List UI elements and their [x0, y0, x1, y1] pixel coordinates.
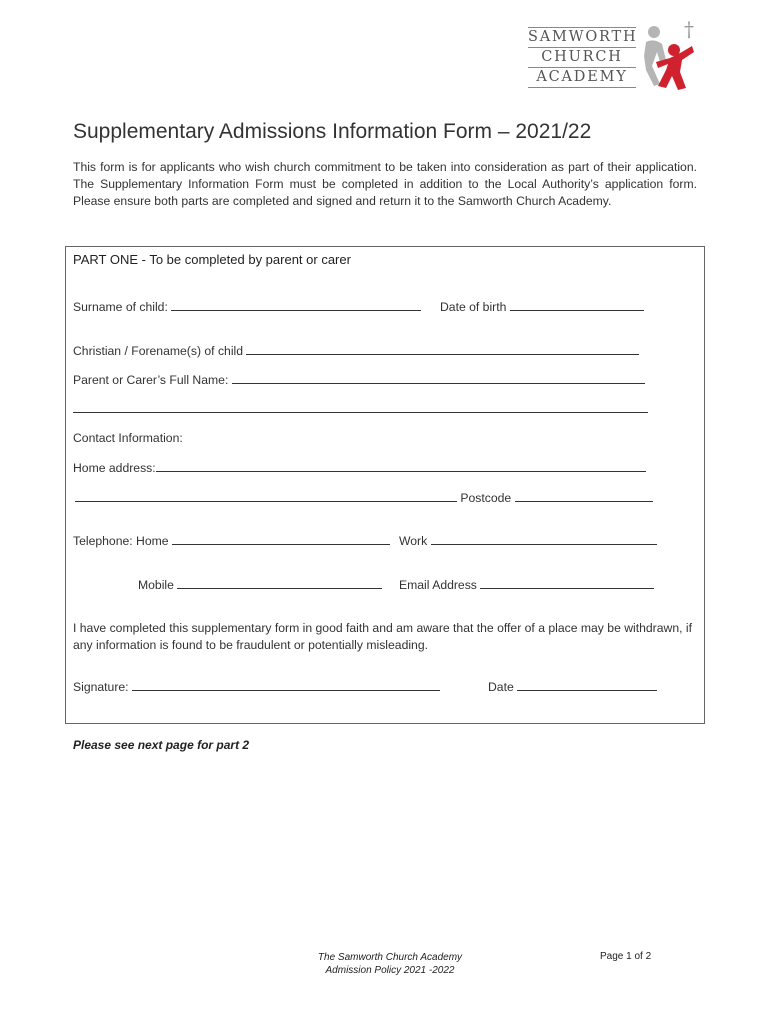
mobile-row: [138, 577, 382, 592]
work-row: [399, 533, 657, 548]
surname-field[interactable]: [171, 299, 421, 311]
dob-label: Date of birth: [440, 300, 507, 314]
declaration-text: I have completed this supplementary form in good faith and am aware that the offer of a place may be withdrawn, if any information is found to be fraudulent or potentially misleading.: [73, 621, 692, 652]
telephone-home-row: [73, 533, 390, 548]
logo-word-2: CHURCH: [541, 49, 623, 65]
telephone-home-label: Telephone: Home: [73, 534, 169, 548]
parent-name-continued-row: [73, 401, 648, 416]
parent-name-row: [73, 372, 645, 387]
next-page-note: Please see next page for part 2: [73, 738, 250, 752]
cross-icon: †: [684, 17, 694, 41]
forename-field[interactable]: [246, 343, 639, 355]
parent-name-field-2[interactable]: [73, 401, 648, 413]
footer-line-1: The Samworth Church Academy: [317, 952, 463, 963]
logo-word-1: SAMWORTH: [528, 29, 638, 45]
part-one-header: PART ONE - To be completed by parent or carer: [73, 252, 351, 267]
logo-word-3: ACADEMY: [536, 69, 628, 85]
logo-figures-icon: [640, 16, 700, 92]
page-number: Page 1 of 2: [600, 951, 652, 962]
parent-name-field[interactable]: [232, 372, 645, 384]
contact-info-row: [73, 431, 183, 445]
home-address-field[interactable]: [156, 460, 646, 472]
dob-field[interactable]: [510, 299, 644, 311]
academy-logo: [528, 16, 708, 92]
parent-name-label: Parent or Carer’s Full Name:: [73, 373, 229, 387]
work-phone-field[interactable]: [431, 533, 657, 545]
home-address-row: [73, 460, 646, 475]
surname-label: Surname of child:: [73, 300, 168, 314]
footer-line-2: Admission Policy 2021 -2022: [325, 965, 455, 976]
dob-row: [440, 299, 644, 314]
email-label: Email Address: [399, 578, 477, 592]
signature-row: [73, 679, 440, 694]
address-postcode-row: [75, 490, 653, 505]
telephone-home-field[interactable]: [172, 533, 390, 545]
date-field[interactable]: [517, 679, 657, 691]
date-row: [488, 679, 657, 694]
postcode-field[interactable]: [515, 490, 653, 502]
footer-policy: [290, 951, 490, 977]
email-field[interactable]: [480, 577, 654, 589]
mobile-label: Mobile: [138, 578, 174, 592]
signature-label: Signature:: [73, 680, 129, 694]
email-row: [399, 577, 654, 592]
surname-row: [73, 299, 421, 314]
page-title: Supplementary Admissions Information Form – 2021/22: [73, 120, 592, 143]
intro-paragraph: This form is for applicants who wish church commitment to be taken into consideration as part of their application. The Supplementary Information Form must be completed in addition to the Local Authority’s application form. Please ensure both parts are completed and signed and return it to the Samworth Church Academy.: [73, 160, 697, 208]
forename-row: [73, 343, 639, 358]
home-address-label: Home address:: [73, 461, 156, 475]
work-label: Work: [399, 534, 428, 548]
forename-label: Christian / Forename(s) of child: [73, 344, 244, 358]
mobile-field[interactable]: [177, 577, 382, 589]
signature-field[interactable]: [132, 679, 440, 691]
logo-wordmark: [528, 26, 636, 89]
contact-info-label: Contact Information:: [73, 431, 183, 445]
postcode-label: Postcode: [460, 491, 512, 505]
home-address-field-2[interactable]: [75, 490, 457, 502]
date-label: Date: [488, 680, 514, 694]
